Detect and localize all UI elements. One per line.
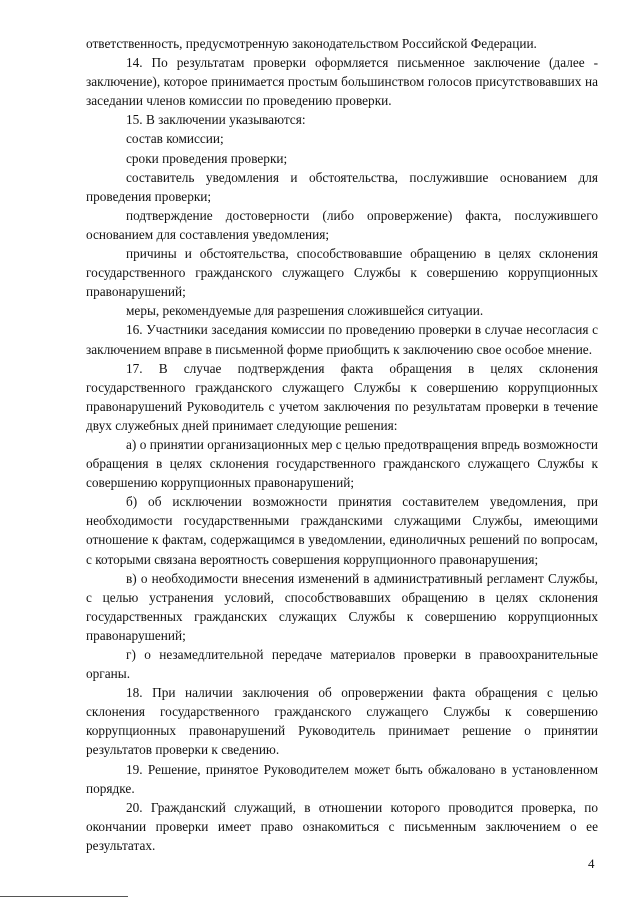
paragraph: б) об исключении возможности принятия составителем уведомления, при необходимости государственными гражданскими служащими Службы, имеющими отношение к фактам, содержащимся в уведомлении, единоличных решений по вопросам, с которыми связана вероятность совершения коррупционного правонарушения; bbox=[86, 494, 598, 567]
paragraph: меры, рекомендуемые для разрешения сложившейся ситуации. bbox=[126, 303, 484, 319]
paragraph: 17. В случае подтверждения факта обращения в целях склонения государственного гражданского служащего Службы к совершению коррупционных правонарушений Руководитель с учетом заключения по результатам проверки в течение двух служебных дней принимает следующие решения: bbox=[86, 360, 598, 433]
paragraph: г) о незамедлительной передаче материалов проверки в правоохранительные органы. bbox=[86, 647, 598, 682]
paragraph: состав комиссии; bbox=[126, 131, 224, 147]
document-body bbox=[86, 34, 598, 855]
paragraph: 18. При наличии заключения об опровержении факта обращения с целью склонения государственного гражданского служащего Службы к совершению коррупционных правонарушений Руководитель принимает решение о принятии результатов проверки к сведению. bbox=[86, 685, 598, 758]
paragraph: в) о необходимости внесения изменений в административный регламент Службы, с целью устранения условий, способствовавших обращению в целях склонения государственных гражданских служащих Службы к совершению коррупционных правонарушений; bbox=[86, 570, 598, 643]
paragraph: 16. Участники заседания комиссии по проведению проверки в случае несогласия с заключением вправе в письменной форме приобщить к заключению свое особое мнение. bbox=[86, 322, 598, 357]
paragraph: сроки проведения проверки; bbox=[126, 150, 288, 166]
paragraph: 19. Решение, принятое Руководителем может быть обжаловано в установленном порядке. bbox=[86, 761, 598, 796]
paragraph: 15. В заключении указываются: bbox=[126, 112, 306, 128]
paragraph: подтверждение достоверности (либо опровержение) факта, послужившего основанием для составления уведомления; bbox=[86, 207, 598, 242]
paragraph: составитель уведомления и обстоятельства, послужившие основанием для проведения проверки; bbox=[86, 169, 598, 204]
paragraph: а) о принятии организационных мер с целью предотвращения впредь возможности обращения в целях склонения государственного гражданского служащего Службы к совершению коррупционных правонарушений; bbox=[86, 436, 598, 491]
paragraph: 14. По результатам проверки оформляется письменное заключение (далее - заключение), которое принимается простым большинством голосов присутствовавших на заседании членов комиссии по проведению проверки. bbox=[86, 55, 598, 109]
paragraph: ответственность, предусмотренную законодательством Российской Федерации. bbox=[86, 36, 537, 51]
page-number: 4 bbox=[588, 856, 595, 871]
paragraph: 20. Гражданский служащий, в отношении которого проводится проверка, по окончании проверки имеет право ознакомиться с письменным заключением о ее результатах. bbox=[86, 799, 598, 853]
paragraph: причины и обстоятельства, способствовавшие обращению в целях склонения государственного гражданского служащего Службы к совершению коррупционных правонарушений; bbox=[86, 246, 598, 300]
footer-rule bbox=[0, 896, 128, 897]
